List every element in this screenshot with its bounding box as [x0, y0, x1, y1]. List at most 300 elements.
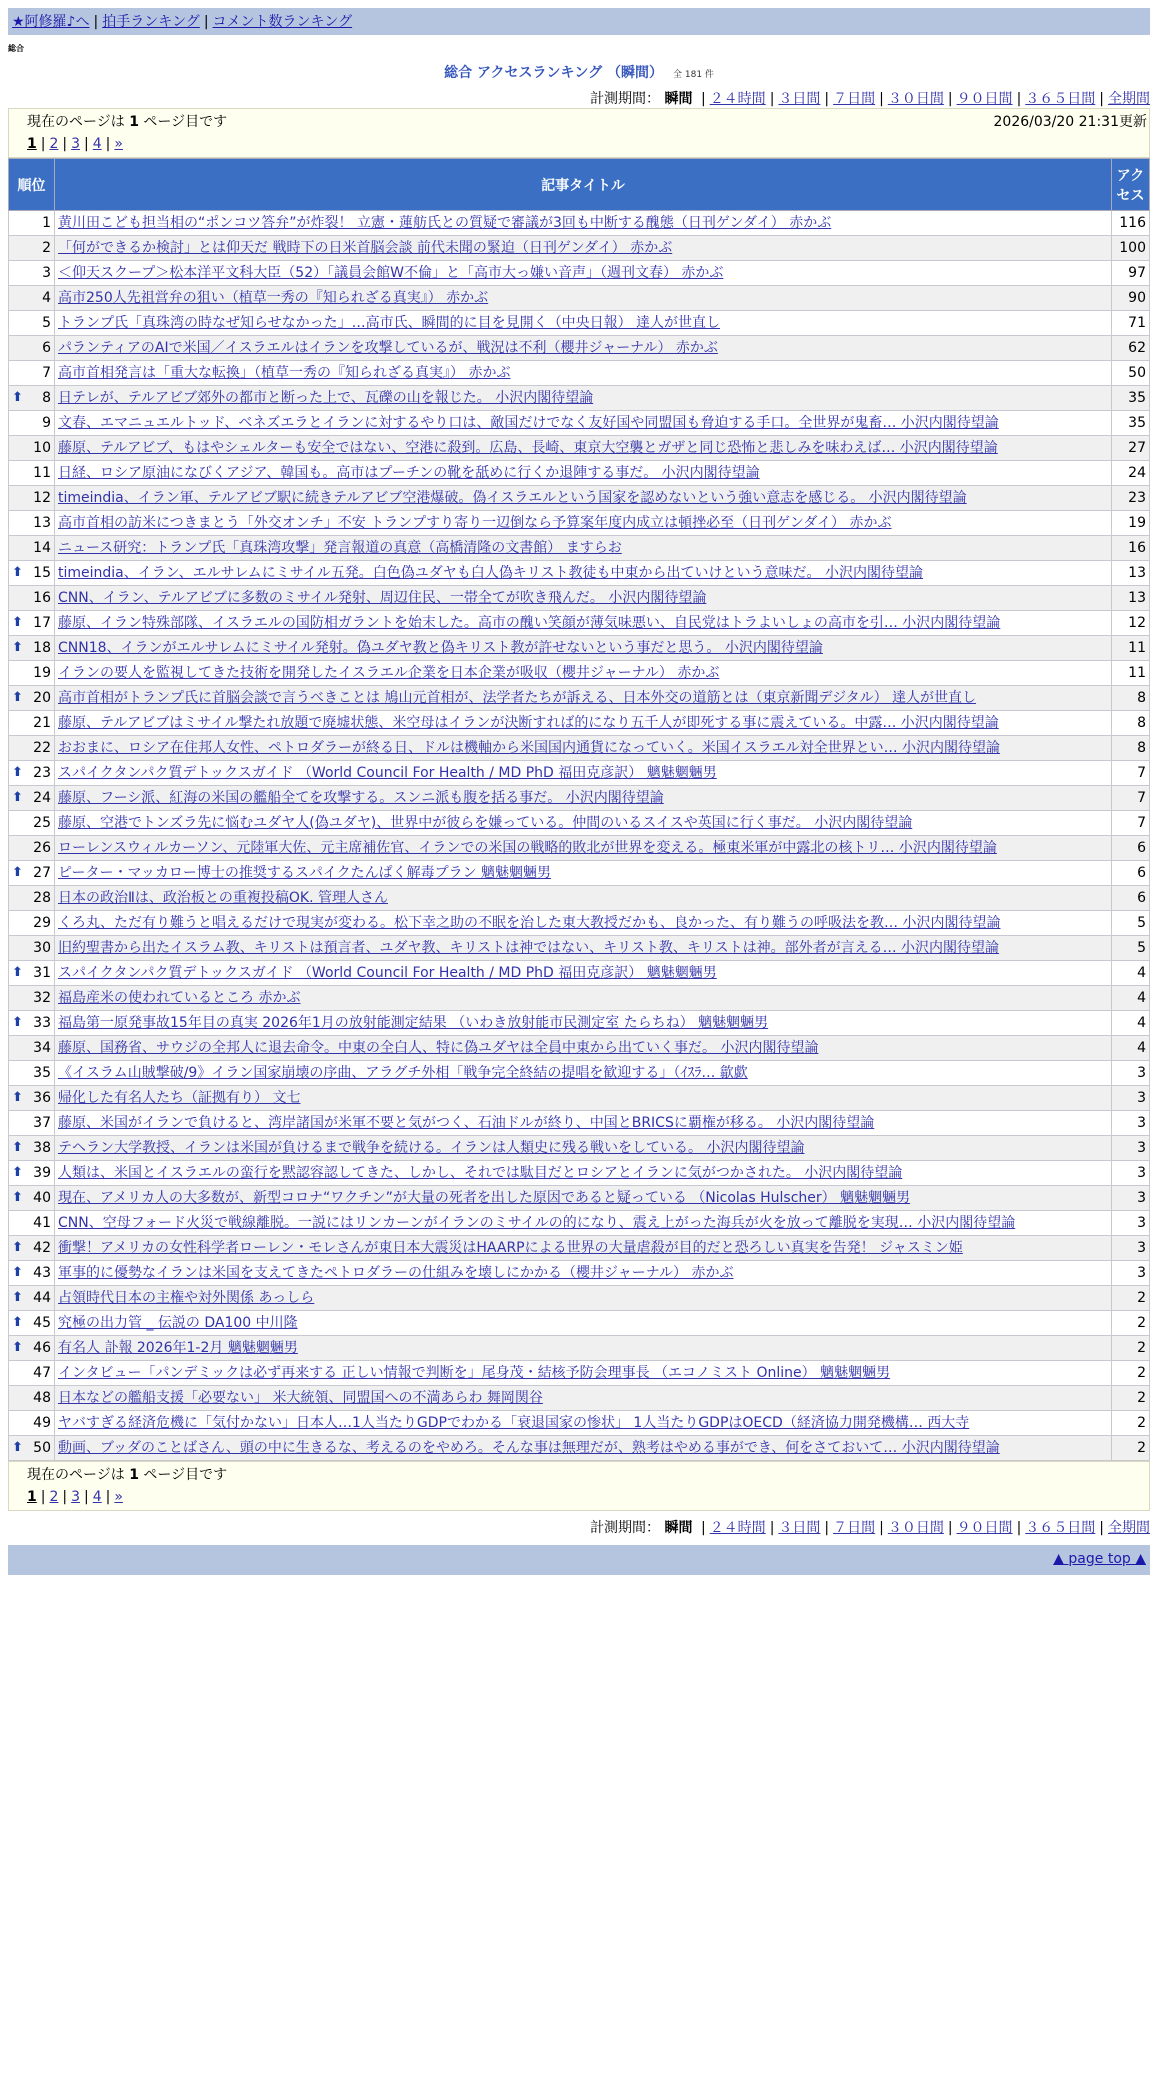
col-title-header: 記事タイトル [55, 159, 1112, 211]
period-current: 瞬間 [664, 91, 693, 107]
table-row [9, 986, 1150, 1011]
rank-cell [9, 1236, 55, 1261]
col-rank-header: 順位 [9, 159, 55, 211]
period-link[interactable]: ９０日間 [956, 1520, 1013, 1536]
title-cell [55, 1111, 1112, 1136]
rank-up-arrow-icon: ⬆ [12, 690, 23, 705]
table-row [9, 786, 1150, 811]
page-link[interactable]: 4 [92, 136, 102, 152]
article-link[interactable]: 帰化した有名人たち（証拠有り） 文七 [58, 1090, 301, 1106]
table-row [9, 1311, 1150, 1336]
title-cell [55, 961, 1112, 986]
article-link[interactable]: ローレンスウィルカーソン、元陸軍大佐、元主席補佐官、イランでの米国の戦略的敗北が世界を変える。極東米軍が中露北の核トリ… 小沢内閣待望論 [58, 840, 997, 856]
title-cell [55, 761, 1112, 786]
rank-up-arrow-icon: ⬆ [12, 765, 23, 780]
article-link[interactable]: 占領時代日本の主権や対外関係 あっしら [58, 1290, 315, 1306]
access-count: 12 [1112, 611, 1150, 636]
rank-number: 22 [33, 740, 51, 756]
table-row [9, 236, 1150, 261]
table-row [9, 636, 1150, 661]
article-link[interactable]: 日経、ロシア原油になびくアジア、韓国も。高市はプーチンの靴を舐めに行くか退陣する事だ。 小沢内閣待望論 [58, 465, 760, 481]
divider: | [93, 14, 99, 30]
top-nav [8, 8, 1150, 35]
rank-up-arrow-icon: ⬆ [12, 1315, 23, 1330]
title-cell [55, 1036, 1112, 1061]
page-link[interactable]: 2 [49, 136, 59, 152]
access-count: 3 [1112, 1061, 1150, 1086]
article-link[interactable]: おおまに、ロシア在住邦人女性、ペトロダラーが終る日、ドルは機軸から米国国内通貨になっていく。米国イスラエル対全世界とい… 小沢内閣待望論 [58, 740, 1001, 756]
article-link[interactable]: トランプ氏「真珠湾の時なぜ知らせなかった」…高市氏、瞬間的に目を見開く（中央日報） 達人が世直し [58, 315, 721, 331]
rank-number: 24 [33, 790, 51, 806]
next-page-link[interactable]: » [114, 1489, 123, 1505]
divider: | [824, 91, 830, 107]
rank-cell [9, 1186, 55, 1211]
article-link[interactable]: CNN18、イランがエルサレムにミサイル発射。偽ユダヤ教と偽キリスト教が許せないという事だと思う。 小沢内閣待望論 [58, 640, 823, 656]
period-link[interactable]: ２４時間 [709, 1520, 766, 1536]
rank-cell [9, 486, 55, 511]
comment-ranking-link[interactable]: コメント数ランキング [212, 14, 353, 30]
period-label: 計測期間： [590, 1520, 661, 1536]
rank-number: 6 [42, 340, 51, 356]
rank-number: 38 [33, 1140, 51, 1156]
access-count: 3 [1112, 1161, 1150, 1186]
article-link[interactable]: 日本などの艦船支援「必要ない」 米大統領、同盟国への不満あらわ 舞岡関谷 [58, 1390, 543, 1406]
article-link[interactable]: イランの要人を監視してきた技術を開発したイスラエル企業を日本企業が吸収（櫻井ジャーナル） 赤かぶ [58, 665, 720, 681]
rank-cell [9, 911, 55, 936]
access-count: 2 [1112, 1411, 1150, 1436]
title-cell [55, 1061, 1112, 1086]
access-count: 35 [1112, 386, 1150, 411]
rank-cell [9, 686, 55, 711]
access-count: 8 [1112, 686, 1150, 711]
rank-number: 44 [33, 1290, 51, 1306]
title-cell [55, 1011, 1112, 1036]
access-count: 62 [1112, 336, 1150, 361]
rank-cell [9, 886, 55, 911]
rank-number: 12 [33, 490, 51, 506]
page-status: 現在のページは 1 ページ目です [27, 1467, 228, 1483]
article-link[interactable]: CNN、空母フォード火災で戦線離脱。一説にはリンカーンがイランのミサイルの的になり、震え上がった海兵が火を放って離脱を実現… 小沢内閣待望論 [58, 1215, 1016, 1231]
article-link[interactable]: 高市首相がトランプ氏に首脳会談で言うべきことは 鳩山元首相が、法学者たちが訴える、日本外交の道筋とは（東京新聞デジタル） 達人が世直し [58, 690, 977, 706]
article-link[interactable]: 高市首相の訪米につきまとう「外交オンチ」不安 トランプすり寄り一辺倒なら予算案年度内成立は頓挫必至（日刊ゲンダイ） 赤かぶ [58, 515, 892, 531]
article-link[interactable]: くろ丸、ただ有り難うと唱えるだけで現実が変わる。松下幸之助の不眠を治した東大教授だかも、良かった、有り難うの呼吸法を教… 小沢内閣待望論 [58, 915, 1001, 931]
access-count: 8 [1112, 711, 1150, 736]
period-link[interactable]: ９０日間 [956, 91, 1013, 107]
page-link[interactable]: 3 [71, 136, 81, 152]
page-top-link[interactable]: ▲ page top ▲ [1053, 1551, 1146, 1567]
table-row [9, 386, 1150, 411]
rank-number: 43 [33, 1265, 51, 1281]
rank-up-arrow-icon: ⬆ [12, 1340, 23, 1355]
page-link[interactable]: 2 [49, 1489, 59, 1505]
category-label: 総合 [8, 44, 24, 53]
rank-up-arrow-icon: ⬆ [12, 640, 23, 655]
article-link[interactable]: インタビュー「パンデミックは必ず再来する 正しい情報で判断を」尾身茂・結核予防会理事長 （エコノミスト Online） 魑魅魍魎男 [58, 1365, 891, 1381]
article-link[interactable]: 藤原、フーシ派、紅海の米国の艦船全てを攻撃する。スンニ派も腹を括る事だ。 小沢内閣待望論 [58, 790, 664, 806]
title-cell [55, 536, 1112, 561]
rank-number: 20 [33, 690, 51, 706]
divider: | [62, 136, 68, 152]
rank-cell [9, 811, 55, 836]
period-link[interactable]: ２４時間 [709, 91, 766, 107]
article-link[interactable]: 人類は、米国とイスラエルの蛮行を黙認容認してきた、しかし、それでは駄目だとロシアとイランに気がつかされた。 小沢内閣待望論 [58, 1165, 903, 1181]
rank-number: 13 [33, 515, 51, 531]
rank-number: 15 [33, 565, 51, 581]
title-cell [55, 336, 1112, 361]
access-count: 2 [1112, 1336, 1150, 1361]
access-count: 2 [1112, 1436, 1150, 1461]
article-link[interactable]: 軍事的に優勢なイランは米国を支えてきたペトロダラーの仕組みを壊しにかかる（櫻井ジャーナル） 赤かぶ [58, 1265, 734, 1281]
page-link: 1 [27, 1489, 37, 1505]
rank-cell [9, 1336, 55, 1361]
article-link[interactable]: 動画、ブッダのことばさん、頭の中に生きるな、考えるのをやめろ。そんな事は無理だが、熟考はやめる事ができ、何をさておいて… 小沢内閣待望論 [58, 1440, 1000, 1456]
access-count: 6 [1112, 861, 1150, 886]
article-link[interactable]: 高市首相発言は「重大な転換」（植草一秀の『知られざる真実』） 赤かぶ [58, 365, 511, 381]
table-row [9, 611, 1150, 636]
rank-cell [9, 436, 55, 461]
table-row [9, 1436, 1150, 1461]
rank-up-arrow-icon: ⬆ [12, 1015, 23, 1030]
table-row [9, 1386, 1150, 1411]
rank-up-arrow-icon: ⬆ [12, 1190, 23, 1205]
article-link[interactable]: CNN、イラン、テルアビブに多数のミサイル発射、周辺住民、一帯全てが吹き飛んだ。 小沢内閣待望論 [58, 590, 707, 606]
title-cell [55, 1286, 1112, 1311]
article-link[interactable]: 文春、エマニュエルトッド、ベネズエラとイランに対するやり口は、敵国だけでなく友好国や同盟国も脅迫する手口。全世界が鬼畜… 小沢内閣待望論 [58, 415, 999, 431]
rank-cell [9, 411, 55, 436]
divider: | [1016, 1520, 1022, 1536]
access-count: 3 [1112, 1186, 1150, 1211]
rank-number: 11 [33, 465, 51, 481]
rank-number: 33 [33, 1015, 51, 1031]
title-cell [55, 661, 1112, 686]
rank-up-arrow-icon: ⬆ [12, 790, 23, 805]
page-link[interactable]: 3 [71, 1489, 81, 1505]
title-cell [55, 561, 1112, 586]
period-link[interactable]: 全期間 [1108, 91, 1150, 107]
title-cell [55, 611, 1112, 636]
table-row [9, 586, 1150, 611]
access-count: 4 [1112, 1036, 1150, 1061]
table-row [9, 211, 1150, 236]
access-count: 90 [1112, 286, 1150, 311]
rank-number: 46 [33, 1340, 51, 1356]
title-cell [55, 836, 1112, 861]
rank-cell [9, 736, 55, 761]
article-link[interactable]: 有名人 訃報 2026年1-2月 魑魅魍魎男 [58, 1340, 298, 1356]
rank-number: 5 [42, 315, 51, 331]
access-count: 11 [1112, 636, 1150, 661]
rank-number: 32 [33, 990, 51, 1006]
rank-cell [9, 1261, 55, 1286]
access-count: 13 [1112, 561, 1150, 586]
rank-cell [9, 211, 55, 236]
article-link[interactable]: 「何ができるか検討」とは仰天だ 戦時下の日米首脳会談 前代未聞の緊迫（日刊ゲンダイ） 赤かぶ [58, 240, 673, 256]
title-cell [55, 311, 1112, 336]
period-link[interactable]: ７日間 [833, 1520, 876, 1536]
access-count: 4 [1112, 1011, 1150, 1036]
access-count: 19 [1112, 511, 1150, 536]
title-cell [55, 1361, 1112, 1386]
access-count: 2 [1112, 1286, 1150, 1311]
rank-number: 14 [33, 540, 51, 556]
access-count: 2 [1112, 1311, 1150, 1336]
rank-up-arrow-icon: ⬆ [12, 1440, 23, 1455]
period-label: 計測期間： [590, 91, 661, 107]
divider: | [1099, 1520, 1104, 1536]
article-link[interactable]: 究極の出力管 _ 伝説の DA100 中川隆 [58, 1315, 298, 1331]
title-cell [55, 586, 1112, 611]
article-link[interactable]: 藤原、テルアビブ、もはやシェルターも安全ではない、空港に殺到。広島、長崎、東京大空襲とガザと同じ恐怖と悲しみを味わえば… 小沢内閣待望論 [58, 440, 998, 456]
rank-cell [9, 836, 55, 861]
period-link[interactable]: ３０日間 [887, 91, 944, 107]
next-page-link[interactable]: » [114, 136, 123, 152]
divider: | [824, 1520, 830, 1536]
period-link[interactable]: ７日間 [833, 91, 876, 107]
access-count: 7 [1112, 811, 1150, 836]
article-link[interactable]: 衝撃！アメリカの女性科学者ローレン・モレさんが東日本大震災はHAARPによる世界の大量虐殺が目的だと恐ろしい真実を告発！ ジャスミン姫 [58, 1240, 963, 1256]
title-cell [55, 1411, 1112, 1436]
access-count: 27 [1112, 436, 1150, 461]
divider: | [769, 1520, 775, 1536]
access-count: 11 [1112, 661, 1150, 686]
title-cell [55, 736, 1112, 761]
article-link[interactable]: 藤原、国務省、サウジの全邦人に退去命令。中東の全白人、特に偽ユダヤは全員中東から出ていく事だ。 小沢内閣待望論 [58, 1040, 819, 1056]
divider: | [769, 91, 775, 107]
title-cell [55, 386, 1112, 411]
rank-number: 34 [33, 1040, 51, 1056]
article-link[interactable]: 日テレが、テルアビブ郊外の都市と断った上で、瓦礫の山を報じた。 小沢内閣待望論 [58, 390, 594, 406]
table-row [9, 1036, 1150, 1061]
title-cell [55, 211, 1112, 236]
rank-number: 25 [33, 815, 51, 831]
pagination-bottom [8, 1461, 1150, 1511]
title-cell [55, 636, 1112, 661]
updated-time: 2026/03/20 21:31更新 [993, 114, 1147, 130]
rank-cell [9, 1136, 55, 1161]
table-row [9, 1286, 1150, 1311]
table-row [9, 811, 1150, 836]
rank-cell [9, 386, 55, 411]
article-link[interactable]: 日本の政治Ⅱは、政治板との重複投稿OK. 管理人さん [58, 890, 388, 906]
article-link[interactable]: 黄川田こども担当相の“ポンコツ答弁”が炸裂！ 立憲・蓮舫氏との質疑で審議が3回も中断する醜態（日刊ゲンダイ） 赤かぶ [58, 215, 832, 231]
access-count: 8 [1112, 736, 1150, 761]
rank-number: 41 [33, 1215, 51, 1231]
rank-cell [9, 1436, 55, 1461]
divider: | [1099, 91, 1104, 107]
article-link[interactable]: ヤバすぎる経済危機に「気付かない」日本人…1人当たりGDPでわかる「衰退国家の惨状」 1人当たりGDPはOECD（経済協力開発機構… 西大寺 [58, 1415, 970, 1431]
rank-cell [9, 286, 55, 311]
title-cell [55, 711, 1112, 736]
period-link[interactable]: ３日間 [778, 91, 821, 107]
divider: | [40, 136, 46, 152]
access-count: 97 [1112, 261, 1150, 286]
article-link[interactable]: 藤原、イラン特殊部隊、イスラエルの国防相ガラントを始末した。高市の醜い笑顔が薄気味悪い、自民党はトラよいしょの高市を引… 小沢内閣待望論 [58, 615, 1001, 631]
divider: | [947, 91, 953, 107]
table-row [9, 936, 1150, 961]
title-cell [55, 861, 1112, 886]
article-link[interactable]: ニュース研究：トランプ氏「真珠湾攻撃」発言報道の真意（高橋清隆の文書館） ますらお [58, 540, 622, 556]
rank-number: 16 [33, 590, 51, 606]
access-count: 3 [1112, 1086, 1150, 1111]
period-selector-top [8, 88, 1150, 108]
rank-number: 23 [33, 765, 51, 781]
divider: | [40, 1489, 46, 1505]
total-count: 全 181 件 [673, 70, 714, 80]
access-count: 3 [1112, 1236, 1150, 1261]
title-cell [55, 911, 1112, 936]
article-link[interactable]: 旧約聖書から出たイスラム教、キリストは預言者、ユダヤ教、キリストは神ではない、キリスト教、キリストは神。部外者が言える… 小沢内閣待望論 [58, 940, 1000, 956]
rank-number: 39 [33, 1165, 51, 1181]
divider: | [1016, 91, 1022, 107]
table-row [9, 1411, 1150, 1436]
article-link[interactable]: ＜仰天スクープ＞松本洋平文科大臣（52）「議員会館W不倫」と「高市大っ嫌い音声」（週刊文春） 赤かぶ [58, 265, 724, 281]
table-row [9, 261, 1150, 286]
rank-cell [9, 361, 55, 386]
table-row [9, 911, 1150, 936]
period-link[interactable]: ３日間 [778, 1520, 821, 1536]
title-cell [55, 1236, 1112, 1261]
access-count: 50 [1112, 361, 1150, 386]
article-link[interactable]: timeindia、イラン軍、テルアビブ駅に続きテルアビブ空港爆破。偽イスラエルという国家を認めないという強い意志を感じる。 小沢内閣待望論 [58, 490, 967, 506]
table-row [9, 1061, 1150, 1086]
table-row [9, 711, 1150, 736]
table-row [9, 286, 1150, 311]
article-link[interactable]: 現在、アメリカ人の大多数が、新型コロナ“ワクチン”が大量の死者を出した原因であると疑っている （Nicolas Hulscher） 魑魅魍魎男 [58, 1190, 911, 1206]
rank-number: 35 [33, 1065, 51, 1081]
rank-number: 17 [33, 615, 51, 631]
table-row [9, 661, 1150, 686]
clap-ranking-link[interactable]: 拍手ランキング [102, 14, 200, 30]
article-link[interactable]: 藤原、テルアビブはミサイル撃たれ放題で廃墟状態、米空母はイランが決断すれば的になり五千人が即死する事に震えている。中露… 小沢内閣待望論 [58, 715, 999, 731]
table-row [9, 1261, 1150, 1286]
access-count: 24 [1112, 461, 1150, 486]
access-count: 4 [1112, 961, 1150, 986]
title-cell [55, 1161, 1112, 1186]
article-link[interactable]: 福島第一原発事故15年目の真実 2026年1月の放射能測定結果 （いわき放射能市民測定室 たらちね） 魑魅魍魎男 [58, 1015, 769, 1031]
rank-cell [9, 261, 55, 286]
footer-bar [8, 1545, 1150, 1575]
table-row [9, 686, 1150, 711]
article-link[interactable]: 《イスラム山賊撃破/9》イラン国家崩壊の序曲、アラグチ外相「戦争完全終結の提唱を歓迎する」（ｲｽﾗ… 歙歔 [58, 1065, 748, 1081]
article-link[interactable]: スパイクタンパク質デトックスガイド （World Council For Health / MD PhD 福田克彦訳） 魑魅魍魎男 [58, 765, 717, 781]
rank-cell [9, 461, 55, 486]
rank-up-arrow-icon: ⬆ [12, 1240, 23, 1255]
title-cell [55, 886, 1112, 911]
rank-cell [9, 511, 55, 536]
table-row [9, 736, 1150, 761]
rank-cell [9, 1386, 55, 1411]
table-row [9, 1236, 1150, 1261]
access-count: 4 [1112, 986, 1150, 1011]
period-link[interactable]: ３０日間 [887, 1520, 944, 1536]
home-link[interactable]: ★阿修羅♪へ [12, 14, 90, 30]
rank-number: 26 [33, 840, 51, 856]
rank-cell [9, 661, 55, 686]
rank-cell [9, 1011, 55, 1036]
table-row [9, 486, 1150, 511]
period-link[interactable]: ３６５日間 [1025, 91, 1096, 107]
rank-cell [9, 1311, 55, 1336]
page-status: 現在のページは 1 ページ目です [27, 114, 228, 130]
rank-cell [9, 336, 55, 361]
table-row [9, 336, 1150, 361]
rank-number: 9 [42, 415, 51, 431]
table-row [9, 1086, 1150, 1111]
article-link[interactable]: ピーター・マッカロー博士の推奨するスパイクたんぱく解毒プラン 魑魅魍魎男 [58, 865, 552, 881]
rank-number: 27 [33, 865, 51, 881]
title-cell [55, 486, 1112, 511]
rank-number: 37 [33, 1115, 51, 1131]
article-link[interactable]: パランティアのAIで米国／イスラエルはイランを攻撃しているが、戦況は不利（櫻井ジャーナル） 赤かぶ [58, 340, 718, 356]
table-row [9, 761, 1150, 786]
title-cell [55, 1311, 1112, 1336]
rank-cell [9, 1411, 55, 1436]
rank-number: 30 [33, 940, 51, 956]
rank-number: 47 [33, 1365, 51, 1381]
table-row [9, 1361, 1150, 1386]
title-cell [55, 1211, 1112, 1236]
access-count: 5 [1112, 911, 1150, 936]
rank-cell [9, 986, 55, 1011]
title-cell [55, 236, 1112, 261]
page-link[interactable]: 4 [92, 1489, 102, 1505]
rank-up-arrow-icon: ⬆ [12, 565, 23, 580]
title-cell [55, 1136, 1112, 1161]
period-link[interactable]: 全期間 [1108, 1520, 1150, 1536]
rank-number: 36 [33, 1090, 51, 1106]
table-row [9, 1211, 1150, 1236]
divider: | [105, 1489, 111, 1505]
article-link[interactable]: 高市250人先祖営弁の狙い（植草一秀の『知られざる真実』） 赤かぶ [58, 290, 489, 306]
period-link[interactable]: ３６５日間 [1025, 1520, 1096, 1536]
article-link[interactable]: 福島産米の使われているところ 赤かぶ [58, 990, 301, 1006]
title-cell [55, 1186, 1112, 1211]
rank-cell [9, 311, 55, 336]
divider: | [84, 1489, 89, 1505]
access-count: 6 [1112, 836, 1150, 861]
table-row [9, 1186, 1150, 1211]
table-row [9, 461, 1150, 486]
table-row [9, 1011, 1150, 1036]
rank-up-arrow-icon: ⬆ [12, 615, 23, 630]
title-cell [55, 786, 1112, 811]
rank-cell [9, 786, 55, 811]
rank-number: 50 [33, 1440, 51, 1456]
rank-up-arrow-icon: ⬆ [12, 1090, 23, 1105]
title-cell [55, 1336, 1112, 1361]
article-link[interactable]: スパイクタンパク質デトックスガイド （World Council For Health / MD PhD 福田克彦訳） 魑魅魍魎男 [58, 965, 717, 981]
table-row [9, 436, 1150, 461]
article-link[interactable]: テヘラン大学教授、イランは米国が負けるまで戦争を続ける。イランは人類史に残る戦いをしている。 小沢内閣待望論 [58, 1140, 805, 1156]
divider: | [700, 91, 706, 107]
table-row [9, 886, 1150, 911]
access-count: 16 [1112, 536, 1150, 561]
article-link[interactable]: 藤原、空港でトンズラ先に悩むユダヤ人(偽ユダヤ)、世界中が彼らを嫌っている。仲間のいるスイスや英国に行く事だ。 小沢内閣待望論 [58, 815, 913, 831]
table-row [9, 1161, 1150, 1186]
access-count: 116 [1112, 211, 1150, 236]
article-link[interactable]: timeindia、イラン、エルサレムにミサイル五発。白色偽ユダヤも白人偽キリスト教徒も中東から出ていけという意味だ。 小沢内閣待望論 [58, 565, 923, 581]
article-link[interactable]: 藤原、米国がイランで負けると、湾岸諸国が米軍不要と気がつく、石油ドルが終り、中国とBRICSに覇権が移る。 小沢内閣待望論 [58, 1115, 875, 1131]
page-title [8, 62, 1150, 82]
title-cell [55, 361, 1112, 386]
table-row [9, 1111, 1150, 1136]
rank-cell [9, 936, 55, 961]
title-cell [55, 286, 1112, 311]
table-row [9, 861, 1150, 886]
title-cell [55, 936, 1112, 961]
rank-cell [9, 236, 55, 261]
rank-cell [9, 711, 55, 736]
